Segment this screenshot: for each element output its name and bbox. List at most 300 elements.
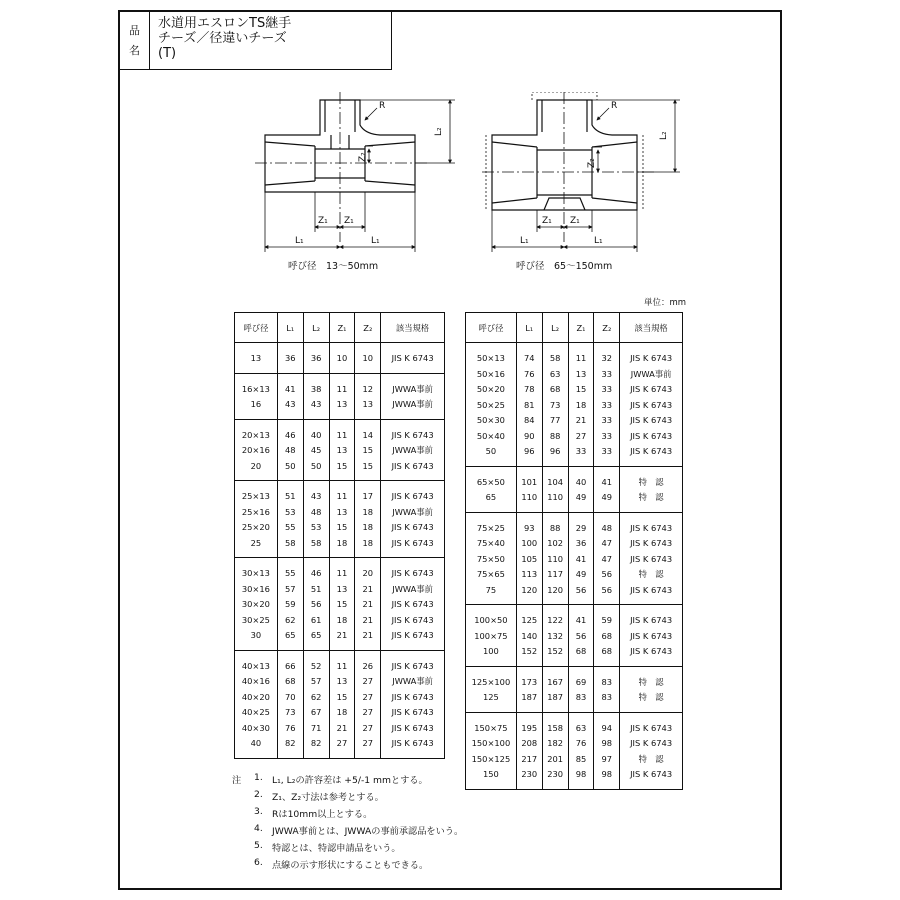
cell-value: 20×16 <box>241 445 270 455</box>
cell-value: JIS K 6743 <box>391 429 434 440</box>
cell-value: 33 <box>601 430 613 441</box>
table-cell <box>466 712 517 789</box>
table-cell <box>568 666 594 712</box>
cell-value: 13 <box>336 399 348 409</box>
cell-value: JIS K 6743 <box>391 738 434 748</box>
cell-value: 68 <box>575 646 587 656</box>
cell-value: 68 <box>601 630 613 641</box>
table-cell <box>620 666 683 712</box>
cell-value: 56 <box>310 599 322 609</box>
cell-value: 33 <box>601 384 613 394</box>
col-header: 該当規格 <box>381 313 445 343</box>
cell-value: 13 <box>362 399 374 409</box>
note-text: L₁, L₂の許容差は +5/-1 mmとする。 <box>272 775 428 786</box>
cell-value: JIS K 6743 <box>391 537 434 548</box>
cell-value: 13 <box>336 676 348 686</box>
cell-value: 140 <box>521 630 538 641</box>
cell-value: 10 <box>336 353 348 363</box>
dimension-table-right <box>465 312 683 790</box>
table-cell <box>542 466 568 512</box>
cell-value: 67 <box>310 707 322 717</box>
cell-value: 47 <box>601 538 613 548</box>
cell-value: 30×25 <box>241 614 270 625</box>
cell-value: 29 <box>575 522 587 533</box>
table-cell <box>466 605 517 667</box>
table-cell <box>568 466 594 512</box>
cell-value: 50 <box>310 460 322 471</box>
cell-value: 76 <box>575 738 587 748</box>
table-row <box>466 712 683 789</box>
cell-value: JIS K 6743 <box>391 599 434 609</box>
cell-value: 13 <box>336 506 348 517</box>
cell-value: 41 <box>575 615 587 625</box>
cell-value: 36 <box>310 353 322 363</box>
cell-value: 75×25 <box>476 522 505 533</box>
cell-value: JIS K 6743 <box>391 522 434 532</box>
cell-value: 58 <box>310 537 322 548</box>
col-header: L₂ <box>303 313 329 343</box>
cell-value: JIS K 6743 <box>391 353 434 363</box>
note-text: JWWA事前とは、JWWAの事前承認品をいう。 <box>272 826 464 837</box>
cell-value: JIS K 6743 <box>630 553 673 564</box>
cell-value: 195 <box>521 722 538 733</box>
table-cell <box>235 343 278 374</box>
cell-value: 26 <box>362 660 374 671</box>
cell-value: 120 <box>547 584 564 595</box>
cell-value: 38 <box>310 383 322 394</box>
table-cell <box>235 419 278 481</box>
table-cell <box>381 373 445 419</box>
cell-value: 36 <box>575 538 587 548</box>
cell-value: 75×50 <box>476 553 505 564</box>
cell-value: 85 <box>575 753 587 764</box>
cell-value: 40×30 <box>241 722 270 733</box>
cell-value: 100 <box>483 646 499 656</box>
cell-value: 36 <box>284 353 296 363</box>
dim-r-label: R <box>611 101 618 111</box>
cell-value: 57 <box>310 676 322 686</box>
cell-value: JWWA事前 <box>392 383 433 394</box>
notes-prefix: 注 <box>232 775 242 786</box>
cell-value: 11 <box>336 568 348 578</box>
cell-value: 49 <box>575 492 587 502</box>
cell-value: 18 <box>362 506 374 517</box>
cell-value: 33 <box>601 446 613 456</box>
table-cell <box>542 712 568 789</box>
cell-value: 10 <box>362 353 374 363</box>
table-cell <box>329 558 355 651</box>
cell-value: JIS K 6743 <box>630 430 673 441</box>
cell-value: JIS K 6743 <box>391 568 434 578</box>
col-header: Z₂ <box>594 313 620 343</box>
dim-l2-label: L₂ <box>434 127 444 136</box>
table-cell <box>516 466 542 512</box>
cell-value: 76 <box>524 368 535 379</box>
col-header: 呼び径 <box>235 313 278 343</box>
cell-value: JIS K 6743 <box>391 691 434 702</box>
table-cell <box>516 666 542 712</box>
cell-value: JIS K 6743 <box>391 660 434 671</box>
cell-value: 40×16 <box>241 676 270 686</box>
table-group <box>235 373 445 419</box>
table-cell <box>355 343 381 374</box>
col-header: L₁ <box>516 313 542 343</box>
table-cell <box>235 650 278 758</box>
cell-value: 特 認 <box>638 476 664 487</box>
table-cell <box>303 373 329 419</box>
cell-value: 47 <box>601 553 613 564</box>
cell-value: JWWA事前 <box>392 506 433 517</box>
table-cell <box>594 712 620 789</box>
cell-value: 43 <box>310 491 322 501</box>
cell-value: 50×40 <box>476 430 505 441</box>
cell-value: 59 <box>284 599 296 609</box>
table-cell <box>381 343 445 374</box>
drawing-caption-large: 呼び径 65〜150mm <box>516 261 613 272</box>
cell-value: 40 <box>310 429 322 440</box>
col-header: 該当規格 <box>620 313 683 343</box>
cell-value: 93 <box>524 522 535 533</box>
cell-value: 132 <box>547 630 564 641</box>
cell-value: JIS K 6743 <box>630 538 673 548</box>
cell-value: 27 <box>575 430 587 441</box>
table-cell <box>568 712 594 789</box>
table-cell <box>542 666 568 712</box>
cell-value: 62 <box>310 691 322 702</box>
cell-value: 96 <box>549 446 561 456</box>
cell-value: 48 <box>601 522 613 533</box>
cell-value: 16 <box>250 399 262 409</box>
table-row <box>235 343 445 374</box>
table-group <box>235 558 445 651</box>
tee-drawing-large <box>482 92 682 262</box>
cell-value: 74 <box>524 353 535 363</box>
cell-value: 48 <box>310 506 322 517</box>
table-group <box>235 650 445 758</box>
cell-value: JIS K 6743 <box>630 769 673 779</box>
cell-value: 46 <box>284 429 296 440</box>
note-text: Rは10mm以上とする。 <box>272 809 373 820</box>
cell-value: 15 <box>362 460 374 471</box>
table-cell <box>303 419 329 481</box>
cell-value: 41 <box>575 553 587 564</box>
note-text: 特認とは、特認申請品をいう。 <box>272 843 401 854</box>
col-header: 呼び径 <box>466 313 517 343</box>
cell-value: 50 <box>485 446 497 456</box>
cell-value: 77 <box>549 415 561 425</box>
cell-value: JIS K 6743 <box>630 353 673 363</box>
cell-value: 150 <box>483 769 499 779</box>
cell-value: 特 認 <box>638 692 664 702</box>
cell-value: JIS K 6743 <box>391 614 434 625</box>
title-block <box>120 12 392 70</box>
cell-value: 73 <box>284 707 296 717</box>
drawing-caption-small: 呼び径 13〜50mm <box>288 261 379 272</box>
cell-value: 230 <box>547 769 564 779</box>
cell-value: 56 <box>575 584 587 595</box>
cell-value: 68 <box>601 646 613 656</box>
cell-value: 11 <box>336 383 348 394</box>
cell-value: 49 <box>601 492 613 502</box>
cell-value: 97 <box>601 753 613 764</box>
cell-value: 51 <box>310 583 322 594</box>
cell-value: 63 <box>549 368 561 379</box>
cell-value: 122 <box>547 615 564 625</box>
dimension-table-left <box>234 312 445 759</box>
cell-value: 41 <box>601 476 613 487</box>
cell-value: 57 <box>284 583 296 594</box>
table-cell <box>355 419 381 481</box>
cell-value: JIS K 6743 <box>630 399 673 410</box>
cell-value: 27 <box>336 738 348 748</box>
cell-value: JWWA事前 <box>392 445 433 455</box>
table-cell <box>620 605 683 667</box>
cell-value: 20 <box>362 568 374 578</box>
cell-value: 56 <box>601 569 613 579</box>
cell-value: 27 <box>362 738 374 748</box>
table-cell <box>381 481 445 558</box>
table-cell <box>303 558 329 651</box>
cell-value: 18 <box>336 537 348 548</box>
cell-value: 40 <box>250 738 262 748</box>
cell-value: 27 <box>362 707 374 717</box>
table-cell <box>329 650 355 758</box>
cell-value: JIS K 6743 <box>630 615 673 625</box>
notes: 注 1. L₁, L₂の許容差は +5/-1 mmとする。 2. Z₁、Z₂寸法は参考とする。 3. Rは10mm以上とする。 4. JWWA事前とは、JWWAの事前承認品をいう。 5. 特認とは、特認申請品をいう。 6. 点線の示す形状にすることもできる。 <box>232 772 463 874</box>
cell-value: 152 <box>547 646 564 656</box>
cell-value: JWWA事前 <box>392 583 433 594</box>
table-row <box>466 466 683 512</box>
table-row <box>466 343 683 467</box>
table-cell <box>516 712 542 789</box>
product-name-label: 品 名 <box>120 12 150 69</box>
cell-value: 230 <box>521 769 538 779</box>
table-cell <box>594 666 620 712</box>
dim-z1-label: Z₁ <box>542 216 552 226</box>
table-cell <box>329 373 355 419</box>
cell-value: 13 <box>336 445 348 455</box>
table-cell <box>516 512 542 605</box>
cell-value: 45 <box>310 445 322 455</box>
cell-value: 11 <box>336 491 348 501</box>
cell-value: 50×16 <box>476 368 505 379</box>
cell-value: JIS K 6743 <box>630 384 673 394</box>
cell-value: 13 <box>250 353 262 363</box>
table-cell <box>277 650 303 758</box>
table-cell <box>303 343 329 374</box>
cell-value: 49 <box>575 569 587 579</box>
table-row <box>466 605 683 667</box>
table-cell <box>355 373 381 419</box>
table-row <box>466 512 683 605</box>
cell-value: JIS K 6743 <box>630 722 673 733</box>
table-cell <box>542 605 568 667</box>
cell-value: 20 <box>250 460 262 471</box>
cell-value: 特 認 <box>638 492 664 502</box>
cell-value: 11 <box>336 429 348 440</box>
cell-value: 30 <box>250 630 262 640</box>
cell-value: 53 <box>310 522 322 532</box>
note-text: 点線の示す形状にすることもできる。 <box>272 860 429 871</box>
cell-value: 82 <box>284 738 296 748</box>
drawing-sheet <box>118 10 782 890</box>
table-cell <box>568 343 594 467</box>
cell-value: 50×25 <box>476 399 505 410</box>
cell-value: 21 <box>336 722 348 733</box>
cell-value: 55 <box>284 522 296 532</box>
cell-value: 27 <box>362 722 374 733</box>
cell-value: 特 認 <box>638 753 664 764</box>
cell-value: 46 <box>310 568 322 578</box>
dim-z2-label: Z₂ <box>358 152 368 162</box>
col-header: Z₂ <box>355 313 381 343</box>
table-cell <box>381 650 445 758</box>
table-cell <box>594 512 620 605</box>
table-group <box>466 605 683 667</box>
cell-value: JIS K 6743 <box>630 415 673 425</box>
cell-value: 56 <box>601 584 613 595</box>
dim-r-label: R <box>379 101 386 111</box>
table-cell <box>620 466 683 512</box>
cell-value: 30×13 <box>241 568 270 578</box>
cell-value: 27 <box>362 676 374 686</box>
table-cell <box>568 512 594 605</box>
table-cell <box>466 512 517 605</box>
cell-value: 33 <box>575 446 587 456</box>
table-cell <box>277 419 303 481</box>
cell-value: 150×125 <box>471 753 511 764</box>
cell-value: JIS K 6743 <box>391 460 434 471</box>
table-group <box>466 666 683 712</box>
table-group <box>235 343 445 374</box>
cell-value: 81 <box>524 399 535 410</box>
cell-value: 98 <box>601 738 613 748</box>
table-row <box>466 666 683 712</box>
cell-value: JWWA事前 <box>392 676 433 686</box>
table-cell <box>235 373 278 419</box>
cell-value: 100×75 <box>474 630 508 641</box>
cell-value: 15 <box>362 445 374 455</box>
cell-value: 13 <box>575 368 587 379</box>
table-cell <box>516 605 542 667</box>
col-header: L₁ <box>277 313 303 343</box>
table-cell <box>355 650 381 758</box>
cell-value: 15 <box>575 384 587 394</box>
cell-value: 33 <box>601 368 613 379</box>
cell-value: 110 <box>547 492 564 502</box>
cell-value: 98 <box>601 769 613 779</box>
cell-value: 51 <box>284 491 296 501</box>
cell-value: 55 <box>284 568 296 578</box>
cell-value: 82 <box>310 738 322 748</box>
cell-value: 40 <box>575 476 587 487</box>
cell-value: 40×25 <box>241 707 270 717</box>
cell-value: 25×20 <box>241 522 270 532</box>
cell-value: 66 <box>284 660 296 671</box>
cell-value: 167 <box>547 676 564 687</box>
cell-value: 25×16 <box>241 506 270 517</box>
cell-value: 71 <box>310 722 322 733</box>
cell-value: 61 <box>310 614 322 625</box>
cell-value: 117 <box>547 569 564 579</box>
cell-value: JIS K 6743 <box>391 630 434 640</box>
cell-value: 98 <box>575 769 587 779</box>
cell-value: 84 <box>524 415 535 425</box>
cell-value: JWWA事前 <box>392 399 433 409</box>
table-cell <box>277 343 303 374</box>
cell-value: 17 <box>362 491 374 501</box>
dim-l1-label: L₁ <box>371 236 380 246</box>
cell-value: 65 <box>284 630 296 640</box>
table-cell <box>277 481 303 558</box>
cell-value: 59 <box>601 615 613 625</box>
dim-z2-label: Z₂ <box>587 158 597 168</box>
cell-value: 101 <box>521 476 538 487</box>
table-cell <box>355 558 381 651</box>
dim-l2-label: L₂ <box>659 131 669 140</box>
cell-value: 75×65 <box>476 569 505 579</box>
dim-z1-label: Z₁ <box>570 216 580 226</box>
product-name <box>158 16 291 61</box>
cell-value: 30×16 <box>241 583 270 594</box>
cell-value: 63 <box>575 722 587 733</box>
cell-value: 15 <box>336 599 348 609</box>
dim-l1-label: L₁ <box>594 236 603 246</box>
cell-value: 125 <box>521 615 538 625</box>
table-cell <box>329 343 355 374</box>
table-cell <box>594 466 620 512</box>
table-cell <box>381 558 445 651</box>
cell-value: 12 <box>362 383 374 394</box>
col-header: L₂ <box>542 313 568 343</box>
table-cell <box>594 605 620 667</box>
cell-value: 187 <box>521 692 538 702</box>
cell-value: 65 <box>310 630 322 640</box>
table-cell <box>303 481 329 558</box>
cell-value: 21 <box>362 599 374 609</box>
note-text: Z₁、Z₂寸法は参考とする。 <box>272 792 384 803</box>
cell-value: 15 <box>336 691 348 702</box>
cell-value: 187 <box>547 692 564 702</box>
cell-value: 83 <box>601 676 613 687</box>
table-row <box>235 373 445 419</box>
cell-value: JIS K 6743 <box>630 584 673 595</box>
cell-value: JIS K 6743 <box>630 738 673 748</box>
table-group <box>466 466 683 512</box>
cell-value: 158 <box>547 722 564 733</box>
cell-value: JIS K 6743 <box>630 446 673 456</box>
table-cell <box>620 512 683 605</box>
cell-value: 50×13 <box>476 353 505 363</box>
table-row <box>235 419 445 481</box>
table-cell <box>466 466 517 512</box>
cell-value: 50 <box>284 460 296 471</box>
cell-value: 特 認 <box>638 569 664 579</box>
cell-value: 182 <box>547 738 564 748</box>
cell-value: 30×20 <box>241 599 270 609</box>
cell-value: 25×13 <box>241 491 270 501</box>
table-group <box>235 419 445 481</box>
table-group <box>466 512 683 605</box>
cell-value: 113 <box>521 569 538 579</box>
table-row <box>235 481 445 558</box>
dim-z1-label: Z₁ <box>344 216 354 226</box>
cell-value: JIS K 6743 <box>391 491 434 501</box>
cell-value: JIS K 6743 <box>391 722 434 733</box>
cell-value: 104 <box>547 476 564 487</box>
cell-value: 18 <box>575 399 587 410</box>
title-line: 水道用エスロンTS継手 <box>158 16 292 31</box>
